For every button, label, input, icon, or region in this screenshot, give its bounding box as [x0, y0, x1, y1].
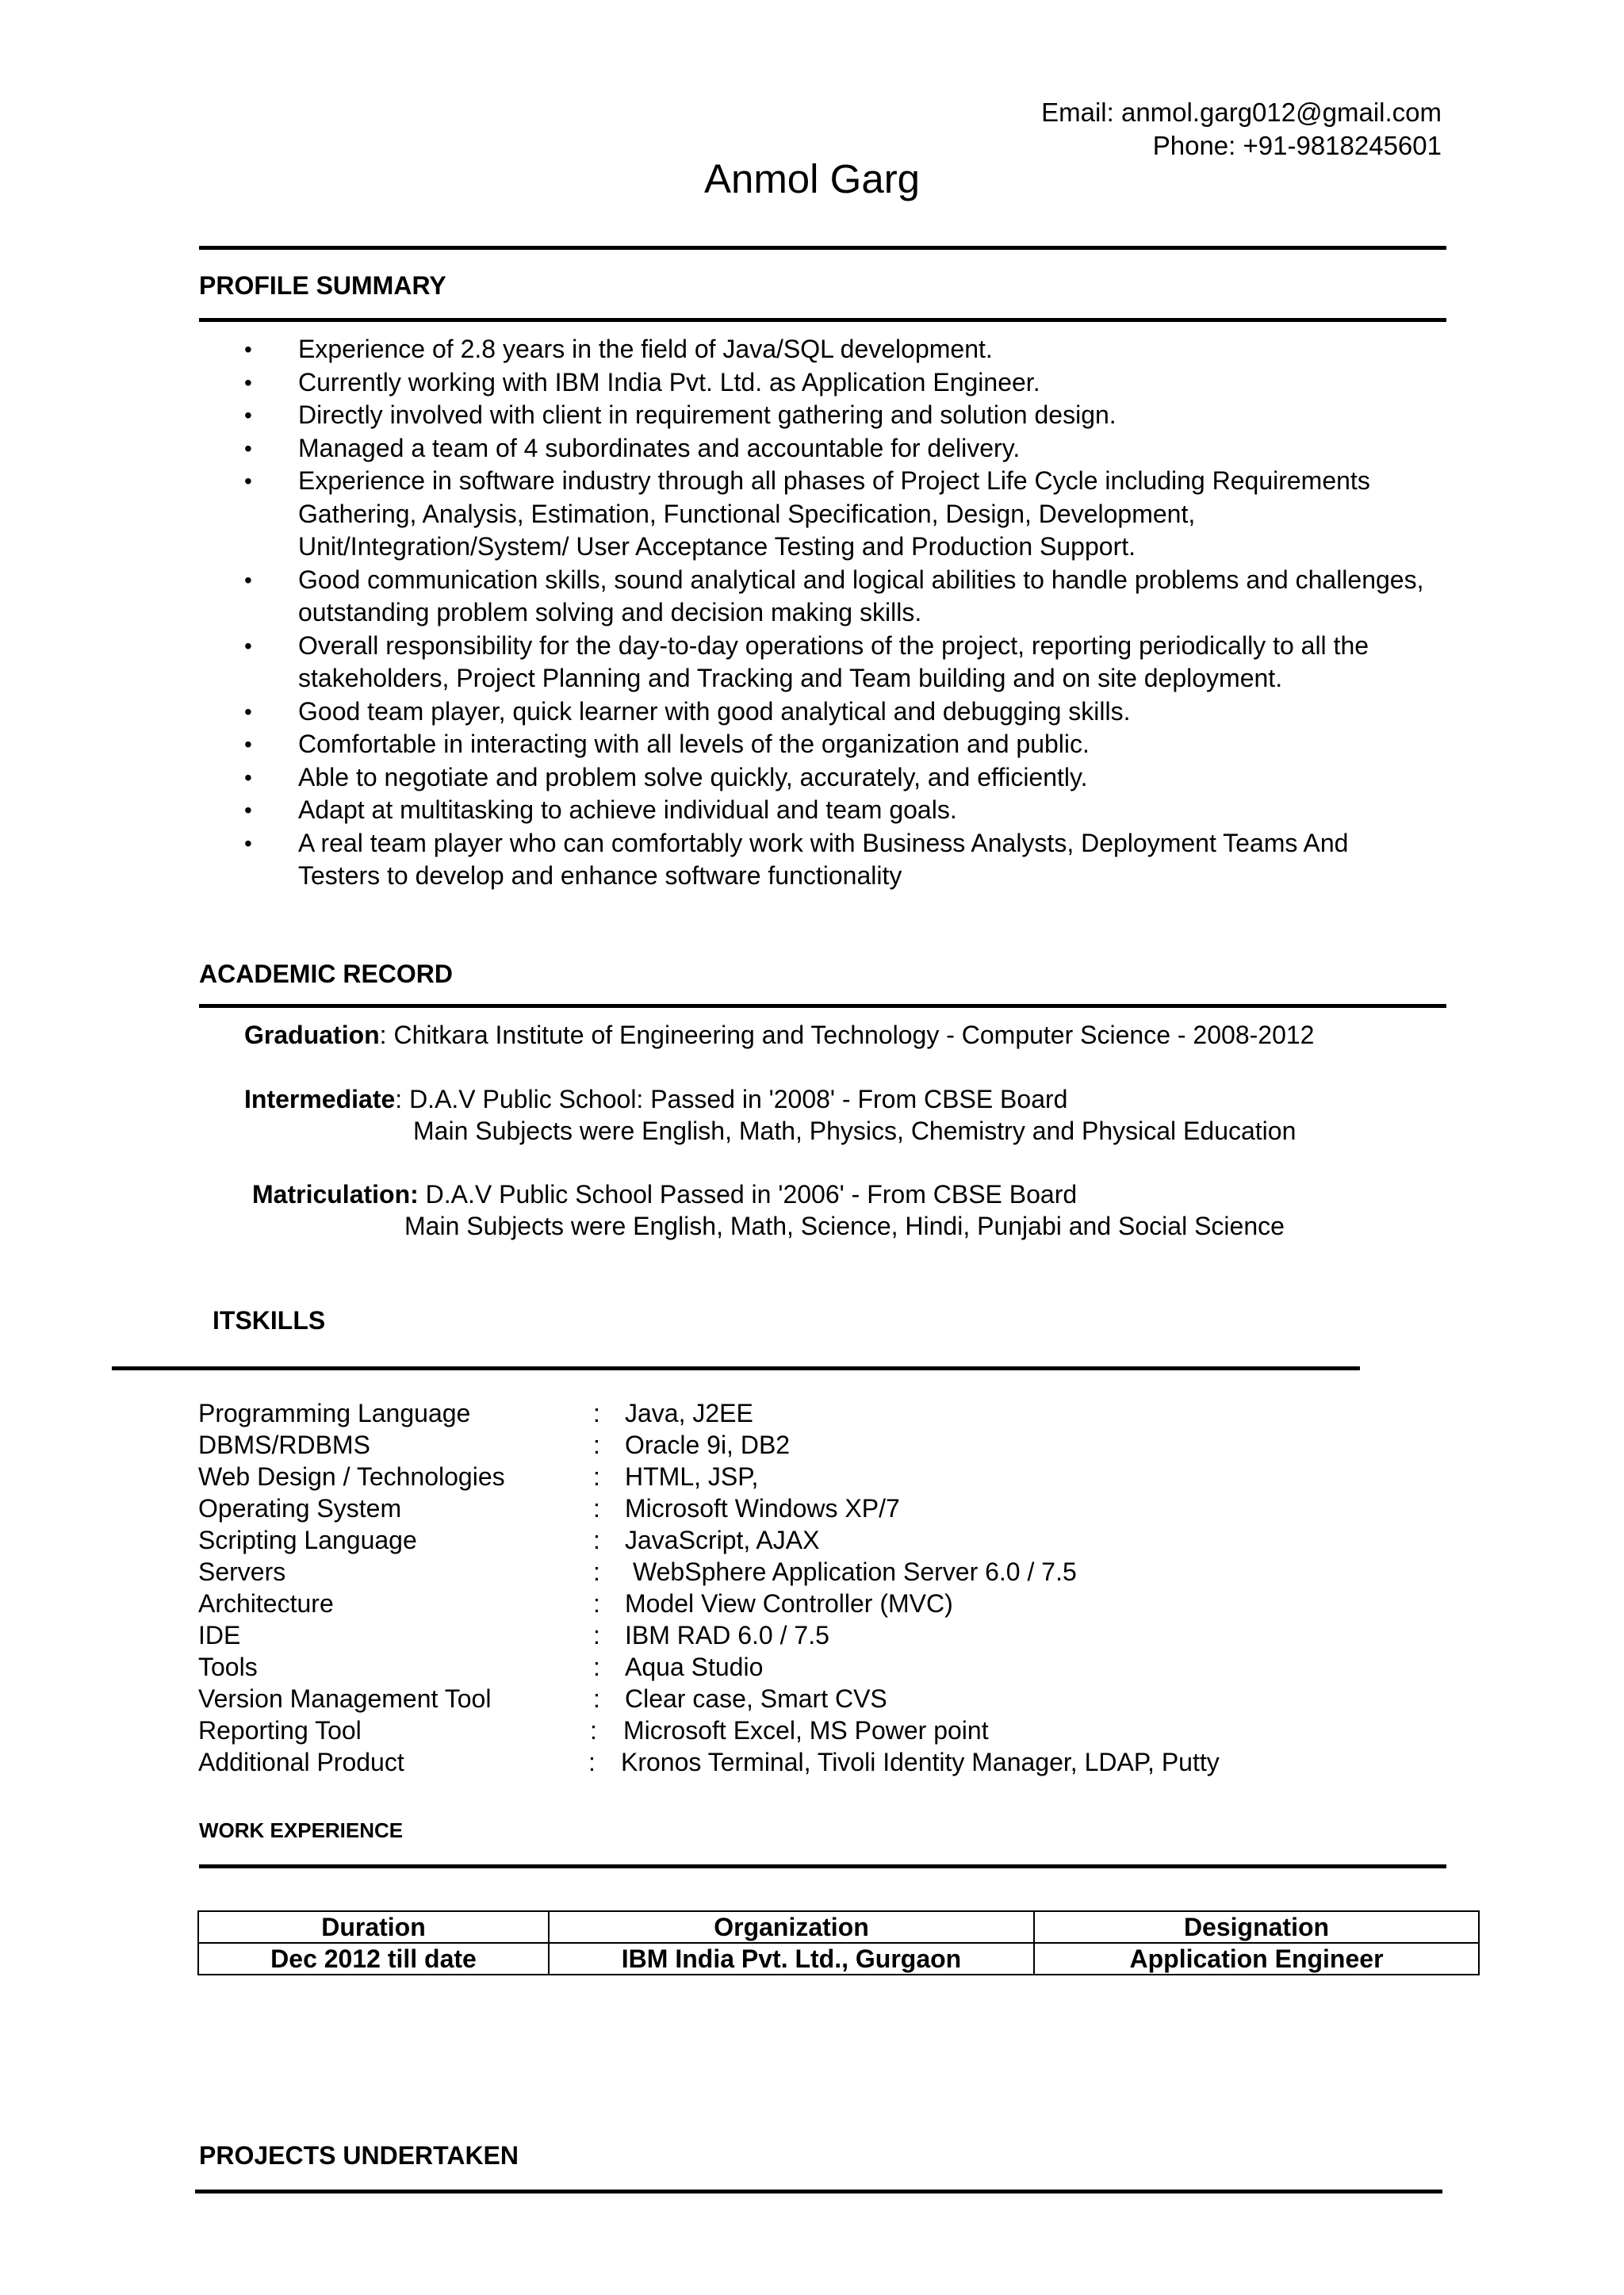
- list-item: • Good team player, quick learner with good analytical and debugging skills.: [244, 695, 1434, 729]
- divider: [199, 1864, 1446, 1868]
- intermediate-entry: [244, 1083, 1067, 1115]
- table-row: [198, 1943, 1479, 1975]
- bullet-icon: •: [244, 403, 252, 427]
- bullet-icon: •: [244, 699, 252, 724]
- list-item: • Managed a team of 4 subordinates and accountable for delivery.: [244, 432, 1434, 466]
- table-header-row: [198, 1911, 1479, 1943]
- candidate-name: Anmol Garg: [703, 156, 921, 201]
- table-cell: Application Engineer: [1034, 1943, 1479, 1975]
- bullet-icon: •: [244, 370, 252, 395]
- profile-summary-heading: PROFILE SUMMARY: [199, 271, 446, 300]
- list-item: • Directly involved with client in requirement gathering and solution design.: [244, 399, 1434, 432]
- bullet-icon: •: [244, 732, 252, 757]
- bullet-icon: •: [244, 435, 252, 461]
- divider: [199, 246, 1446, 250]
- column-header: Duration: [198, 1911, 549, 1943]
- graduation-text: : Chitkara Institute of Engineering and Technology - Computer Science - 2008-2012: [379, 1021, 1315, 1049]
- intermediate-label: Intermediate: [244, 1085, 396, 1113]
- bullet-icon: •: [244, 337, 252, 362]
- column-header: Designation: [1034, 1911, 1479, 1943]
- list-item: • Comfortable in interacting with all levels of the organization and public.: [244, 728, 1434, 761]
- list-item: • Adapt at multitasking to achieve individual and team goals.: [244, 794, 1434, 827]
- table-cell: Dec 2012 till date: [198, 1943, 549, 1975]
- divider: [195, 2190, 1442, 2193]
- list-item: • Overall responsibility for the day-to-day operations of the project, reporting periodically to all the stakeholders, Project Planning and Tracking and Team building and on site deployment.: [244, 630, 1369, 692]
- divider: [112, 1366, 1360, 1370]
- it-skills-heading: ITSKILLS: [213, 1306, 326, 1335]
- bullet-icon: •: [244, 798, 252, 822]
- matriculation-label: Matriculation:: [252, 1180, 419, 1209]
- profile-summary-list: [244, 333, 1434, 893]
- work-experience-table: [197, 1910, 1480, 1975]
- intermediate-text: : D.A.V Public School: Passed in '2008' - From CBSE Board: [395, 1085, 1068, 1113]
- bullet-icon: •: [244, 633, 252, 658]
- matriculation-entry: [252, 1178, 1077, 1210]
- divider: [199, 318, 1446, 322]
- list-item: • Experience in software industry through all phases of Project Life Cycle including Requirements Gathering, Analysis, Estimation, Functional Specification, Design, Development, Unit/Integration/System/ User Acceptance Testing and Production Support.: [244, 466, 1370, 561]
- list-item: • Currently working with IBM India Pvt. Ltd. as Application Engineer.: [244, 366, 1434, 400]
- matriculation-text: D.A.V Public School Passed in '2006' - From CBSE Board: [418, 1180, 1078, 1209]
- graduation-label: Graduation: [244, 1021, 380, 1049]
- graduation-entry: [244, 1019, 1314, 1051]
- bullet-icon: •: [244, 469, 252, 493]
- bullet-icon: •: [244, 830, 252, 856]
- list-item: • Experience of 2.8 years in the field of Java/SQL development.: [244, 333, 1434, 366]
- intermediate-subjects: Main Subjects were English, Math, Physics, Chemistry and Physical Education: [413, 1117, 1297, 1145]
- table-cell: IBM India Pvt. Ltd., Gurgaon: [549, 1943, 1034, 1975]
- list-item: • A real team player who can comfortably work with Business Analysts, Deployment Teams And Testers to develop and enhance software functionality: [244, 828, 1349, 890]
- list-item: • Able to negotiate and problem solve quickly, accurately, and efficiently.: [244, 761, 1434, 795]
- phone: Phone: +91-9818245601: [1152, 131, 1442, 160]
- bullet-icon: •: [244, 764, 252, 790]
- matriculation-subjects: Main Subjects were English, Math, Science, Hindi, Punjabi and Social Science: [404, 1212, 1285, 1240]
- divider: [199, 1004, 1446, 1008]
- email: Email: anmol.garg012@gmail.com: [1041, 98, 1442, 127]
- work-experience-heading: WORK EXPERIENCE: [199, 1818, 404, 1842]
- bullet-icon: •: [244, 567, 252, 592]
- list-item: • Good communication skills, sound analytical and logical abilities to handle problems and challenges, outstanding problem solving and decision making skills.: [244, 565, 1424, 626]
- column-header: Organization: [549, 1911, 1034, 1943]
- projects-heading: PROJECTS UNDERTAKEN: [199, 2141, 519, 2170]
- academic-record-heading: ACADEMIC RECORD: [199, 960, 453, 988]
